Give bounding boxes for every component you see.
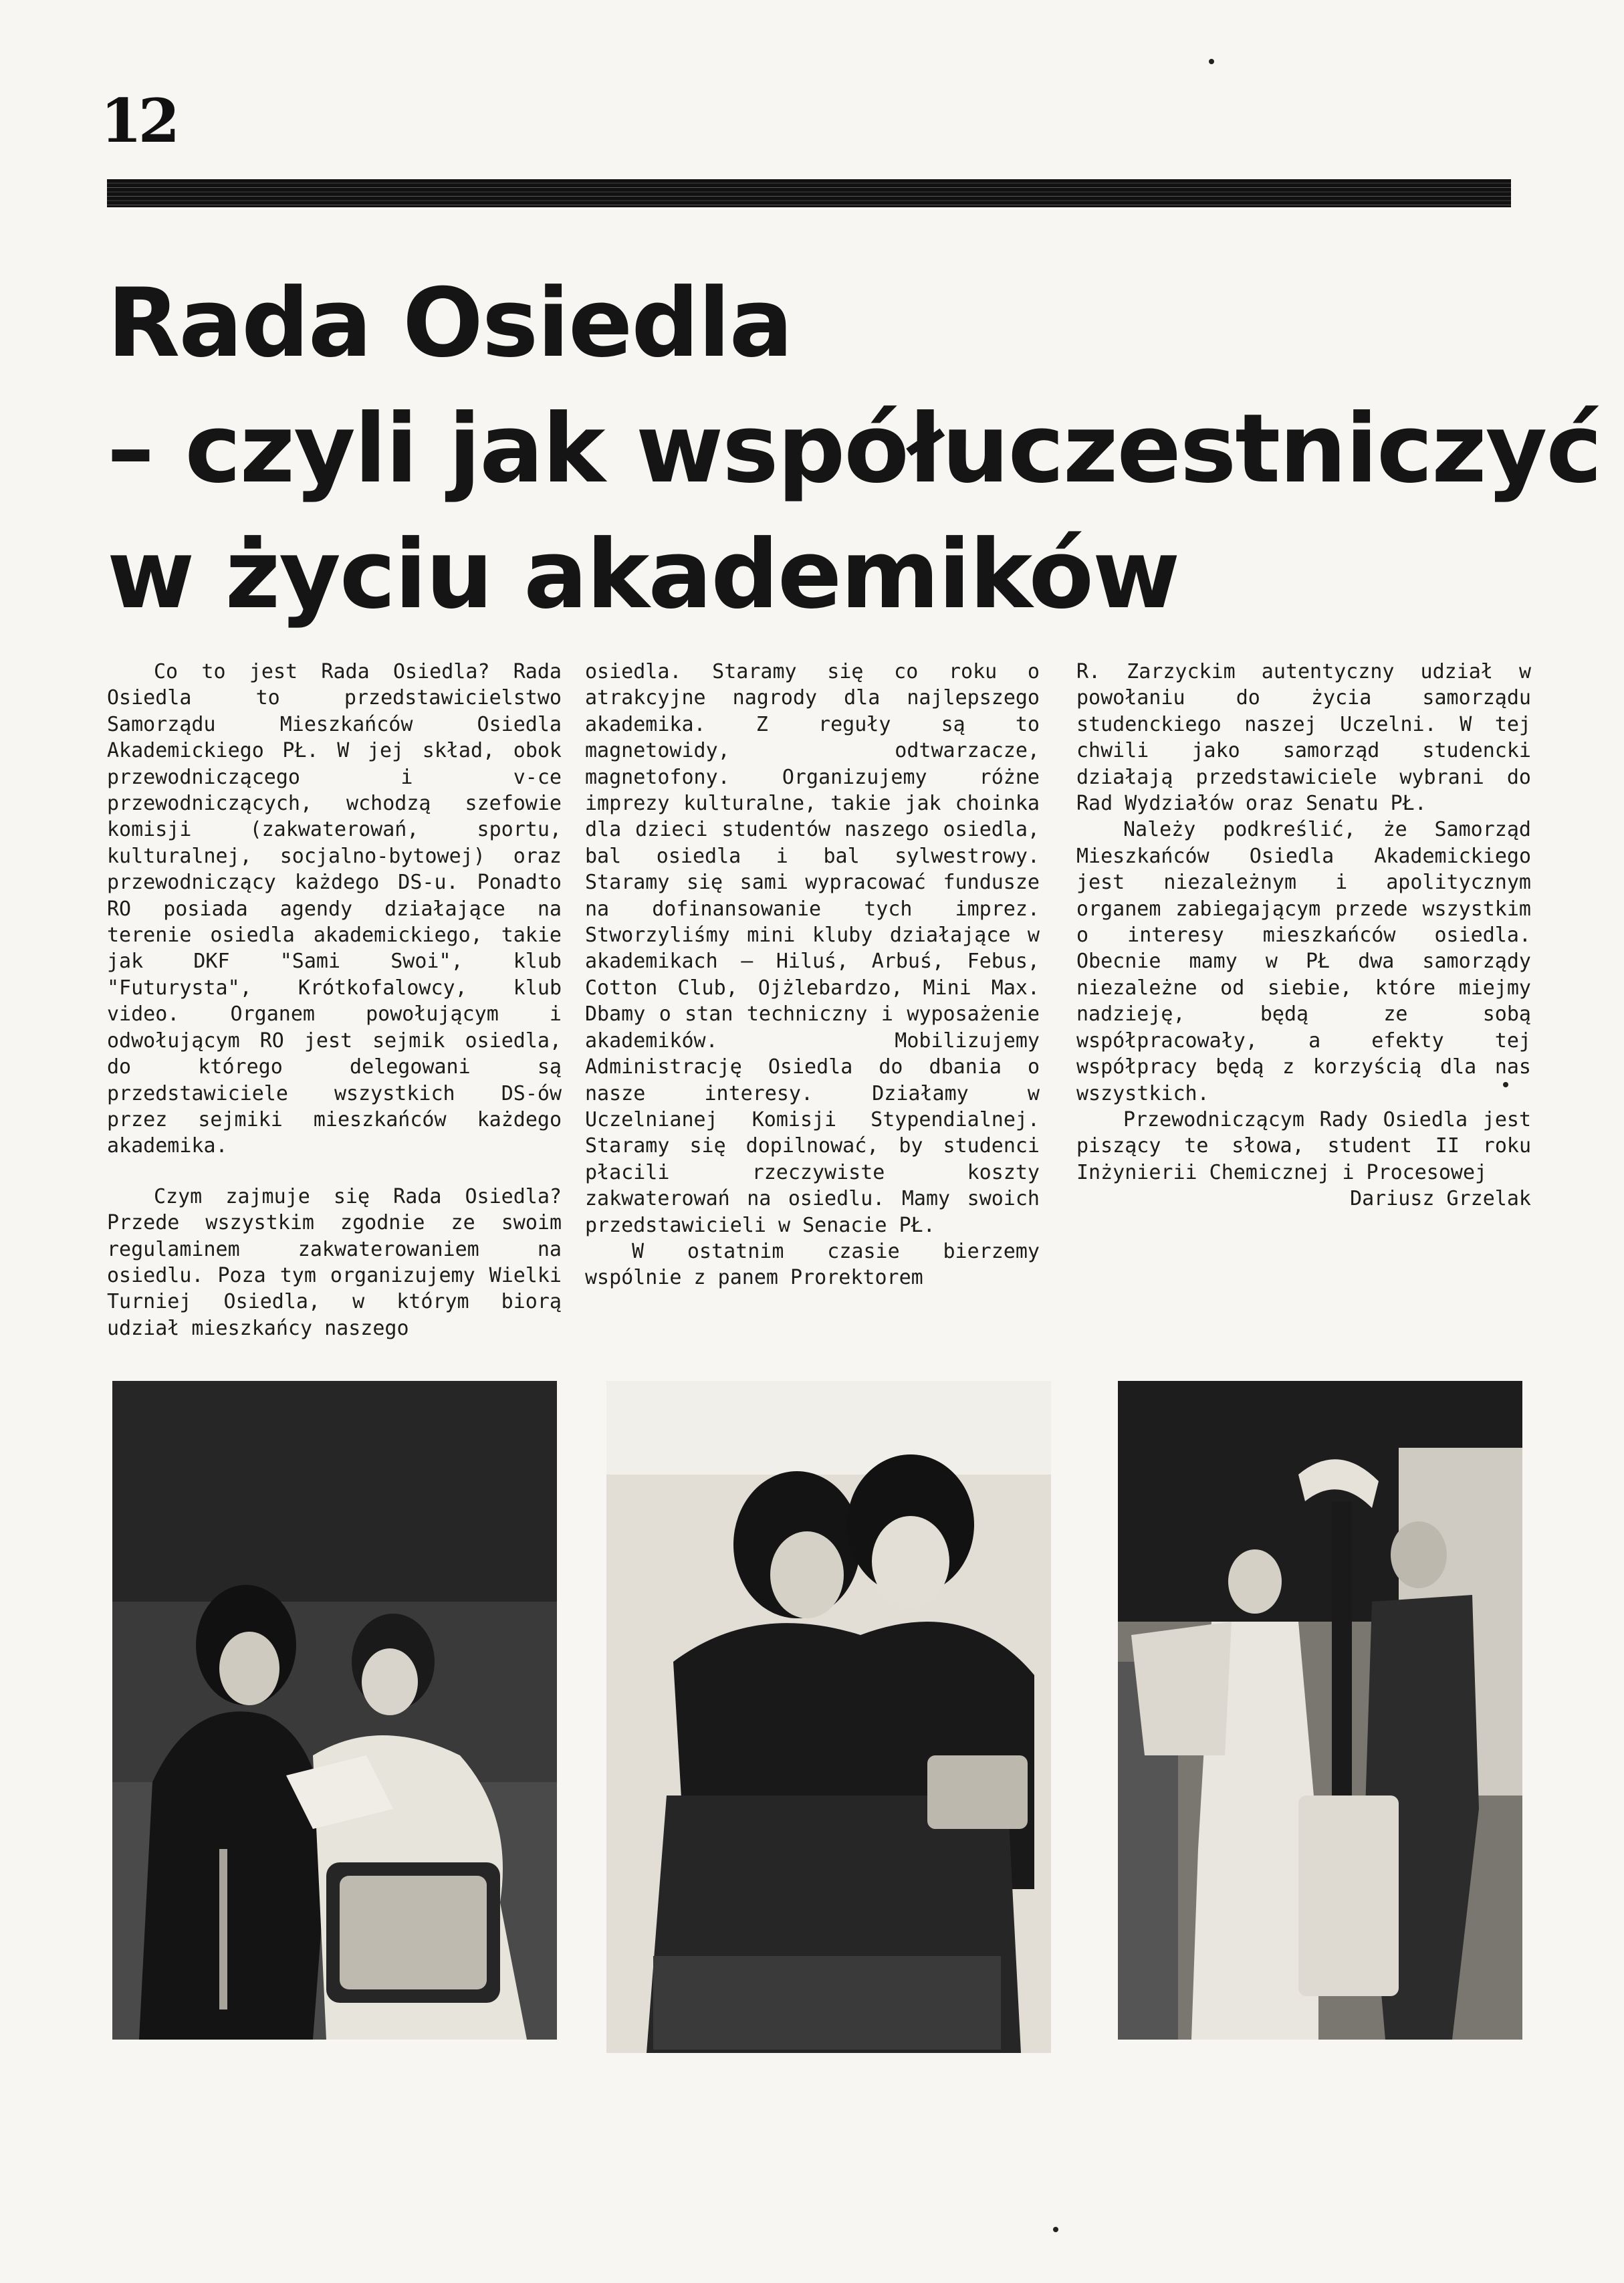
- photo-students-reading: [112, 1381, 557, 2040]
- print-speck: [1053, 2227, 1058, 2232]
- paragraph: R. Zarzyckim autentyczny udział w powołaniu do życia samorządu studenckiego naszej Uczelni. W tej chwili jako samorząd studencki działają przedstawiciele wybrani do Rad Wydziałów oraz Senatu PŁ.: [1076, 660, 1531, 816]
- paragraph: W ostatnim czasie bierzemy wspólnie z panem Prorektorem: [585, 1239, 1040, 1290]
- photo-students-smiling-image: [606, 1381, 1051, 2053]
- article-column-1: [107, 659, 562, 1341]
- headline-line-1: Rada Osiedla: [107, 268, 792, 378]
- article-column-3: [1076, 659, 1531, 1212]
- print-speck: [1503, 1082, 1508, 1087]
- paragraph: Czym zajmuje się Rada Osiedla? Przede wszystkim zgodnie ze swoim regulaminem zakwaterowaniem na osiedlu. Poza tym organizujemy Wielki Turniej Osiedla, w którym biorą udział mieszkańcy naszego: [107, 1184, 562, 1340]
- author-signature: Dariusz Grzelak: [1350, 1187, 1531, 1211]
- photo-students-reading-image: [112, 1381, 557, 2040]
- print-speck: [1209, 59, 1214, 64]
- headline-line-3: w życiu akademików: [107, 520, 1179, 630]
- photo-students-laundry-image: [1118, 1381, 1522, 2040]
- page-number: 12: [100, 86, 177, 156]
- paragraph: osiedla. Staramy się co roku o atrakcyjne nagrody dla najlepszego akademika. Z reguły są to magnetowidy, odtwarzacze, magnetofony. Organizujemy różne imprezy kulturalne, takie jak choinka dla dzieci studentów naszego osiedla, bal osiedla i bal sylwestrowy. Staramy się sami wypracować fundusze na dofinansowanie tych imprez. Stworzyliśmy mini kluby działające w akademikach – Hiluś, Arbuś, Febus, Cotton Club, Ojżlebardzo, Mini Max. Dbamy o stan techniczny i wyposażenie akademików. Mobilizujemy Administrację Osiedla do dbania o nasze interesy. Działamy w Uczelnianej Komisji Stypendialnej. Staramy się dopilnować, by studenci płacili rzeczywiste koszty zakwaterowań na osiedlu. Mamy swoich przedstawicieli w Senacie PŁ.: [585, 660, 1040, 1237]
- article-column-2: [585, 659, 1040, 1291]
- paragraph: Co to jest Rada Osiedla? Rada Osiedla to przedstawicielstwo Samorządu Mieszkańców Osiedla Akademickiego PŁ. W jej skład, obok przewodniczącego i v-ce przewodniczących, wchodzą szefowie komisji (zakwaterowań, sportu, kulturalnej, socjalno-bytowej) oraz przewodniczący każdego DS-u. Ponadto RO posiada agendy działające na terenie osiedla akademickiego, takie jak DKF "Sami Swoi", klub "Futurysta", Krótkofalowcy, klub video. Organem powołującym i odwołującym RO jest sejmik osiedla, do którego delegowani są przedstawiciele wszystkich DS-ów przez sejmiki mieszkańców każdego akademika.: [107, 660, 562, 1158]
- paragraph: Przewodniczącym Rady Osiedla jest piszący te słowa, student II roku Inżynierii Chemicznej i Procesowej: [1076, 1107, 1531, 1184]
- article-headline: [107, 261, 1601, 638]
- paragraph: Należy podkreślić, że Samorząd Mieszkańców Osiedla Akademickiego jest niezależnym i apolitycznym organem zabiegającym przede wszystkim o interesy mieszkańców osiedla. Obecnie mamy w PŁ dwa samorządy niezależne od siebie, które miejmy nadzieję, będą ze sobą współpracowały, a efekty tej współpracy będą z korzyścią dla nas wszystkich.: [1076, 818, 1531, 1105]
- headline-line-2: – czyli jak współuczestniczyć: [107, 394, 1601, 504]
- photo-students-laundry: [1118, 1381, 1522, 2040]
- header-rule: [107, 179, 1511, 207]
- photo-students-smiling: [606, 1381, 1051, 2053]
